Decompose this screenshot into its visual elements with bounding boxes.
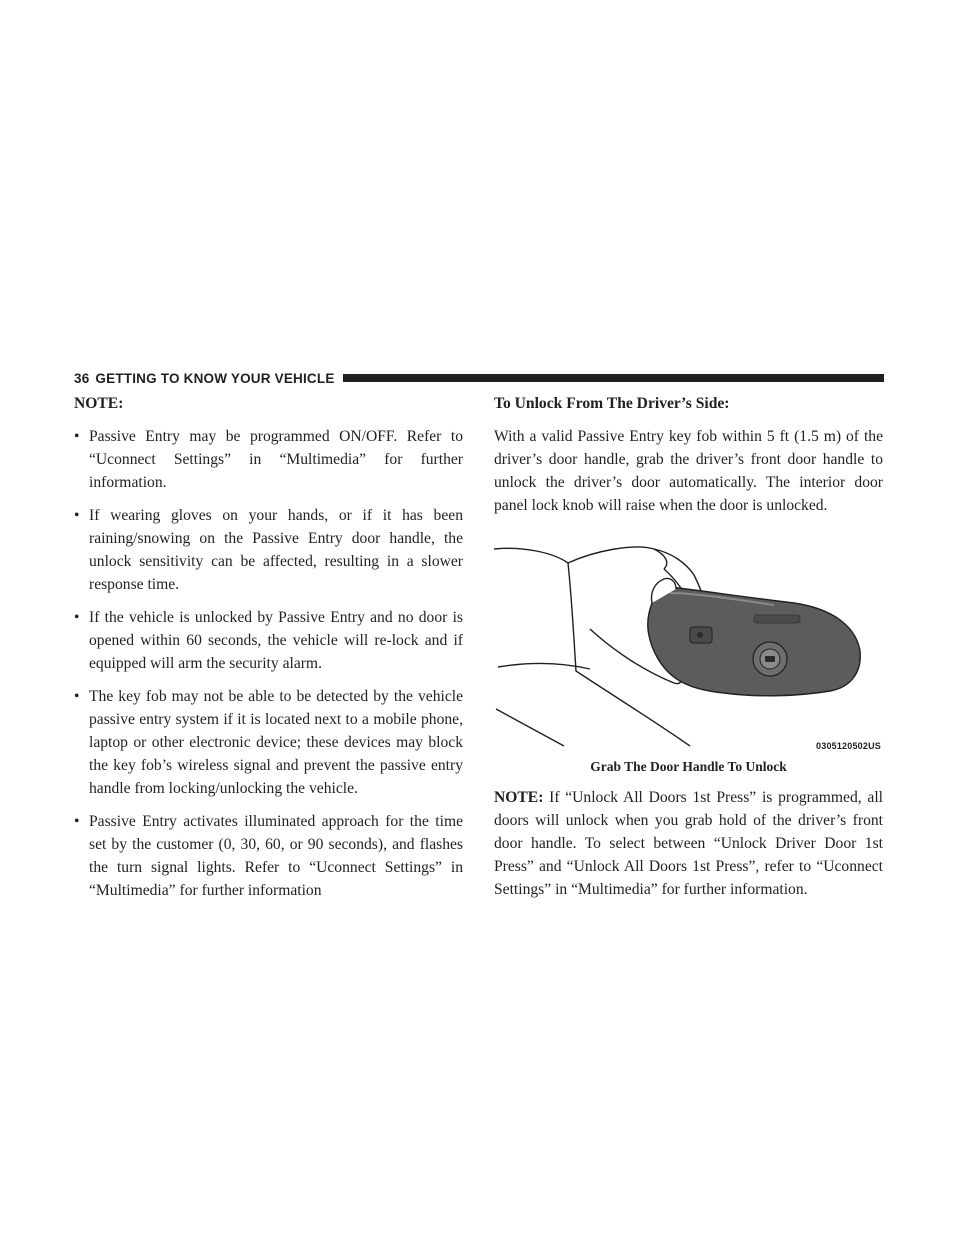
note-label: NOTE:: [494, 789, 544, 806]
body-paragraph: With a valid Passive Entry key fob within 5 ft (1.5 m) of the driver’s door handle, grab the driver’s front door handle to unlock the driver’s door automatically. The interior door panel lock knob will raise when the door is unlocked.: [494, 428, 883, 514]
bullet-icon: •: [74, 428, 80, 445]
door-handle: [648, 587, 861, 696]
figure-code: 0305120502US: [816, 741, 881, 751]
door-edge-line: [496, 709, 564, 746]
section-title: GETTING TO KNOW YOUR VEHICLE: [95, 370, 335, 386]
list-item: [74, 504, 463, 596]
list-item: [74, 685, 463, 800]
list-item-text: If the vehicle is unlocked by Passive Entry and no door is opened within 60 seconds, the vehicle will re-lock and if equipped will arm the security alarm.: [89, 609, 463, 672]
hand-grabbing-door-handle-illustration: [494, 531, 883, 749]
list-item-text: If wearing gloves on your hands, or if it has been raining/snowing on the Passive Entry door handle, the unlock sensitivity can be affected, resulting in a slower response time.: [89, 507, 463, 593]
bullet-icon: •: [74, 609, 80, 626]
finger-outline-1: [568, 547, 667, 569]
bullet-icon: •: [74, 688, 80, 705]
keyhole: [765, 656, 775, 662]
list-item-text: Passive Entry may be programmed ON/OFF. Refer to “Uconnect Settings” in “Multimedia” for further information.: [89, 428, 463, 491]
section-subheading: To Unlock From The Driver’s Side:: [494, 395, 730, 412]
list-item-text: Passive Entry activates illuminated approach for the time set by the customer (0, 30, 60, or 90 seconds), and flashes the turn signal lights. Refer to “Uconnect Settings” in “Multimedia” for further information: [89, 813, 463, 899]
figure: [494, 531, 883, 749]
list-item-text: The key fob may not be able to be detected by the vehicle passive entry system if it is located next to a mobile phone, laptop or other electronic device; these devices may block the key fob’s wireless signal and prevent the passive entry handle from locking/unlocking the vehicle.: [89, 688, 463, 797]
handle-slot: [754, 615, 800, 623]
list-item: [74, 425, 463, 494]
page-header: [74, 370, 884, 386]
note-paragraph: [494, 786, 883, 901]
right-column: [494, 392, 883, 901]
header-rule: [343, 374, 884, 382]
left-column: [74, 392, 463, 912]
bullet-icon: •: [74, 507, 80, 524]
note-label: NOTE:: [74, 395, 124, 412]
figure-caption: Grab The Door Handle To Unlock: [590, 759, 787, 774]
note-text: If “Unlock All Doors 1st Press” is programmed, all doors will unlock when you grab hold of the driver’s front door handle. To select between “Unlock Driver Door 1st Press” and “Unlock All Doors 1st Press”, refer to “Uconnect Settings” in “Multimedia” for further information.: [494, 789, 883, 898]
list-item: [74, 606, 463, 675]
list-item: [74, 810, 463, 902]
button-dot: [697, 632, 703, 638]
page-number: 36: [74, 370, 90, 386]
bullet-icon: •: [74, 813, 80, 830]
note-bullet-list: [74, 425, 463, 902]
